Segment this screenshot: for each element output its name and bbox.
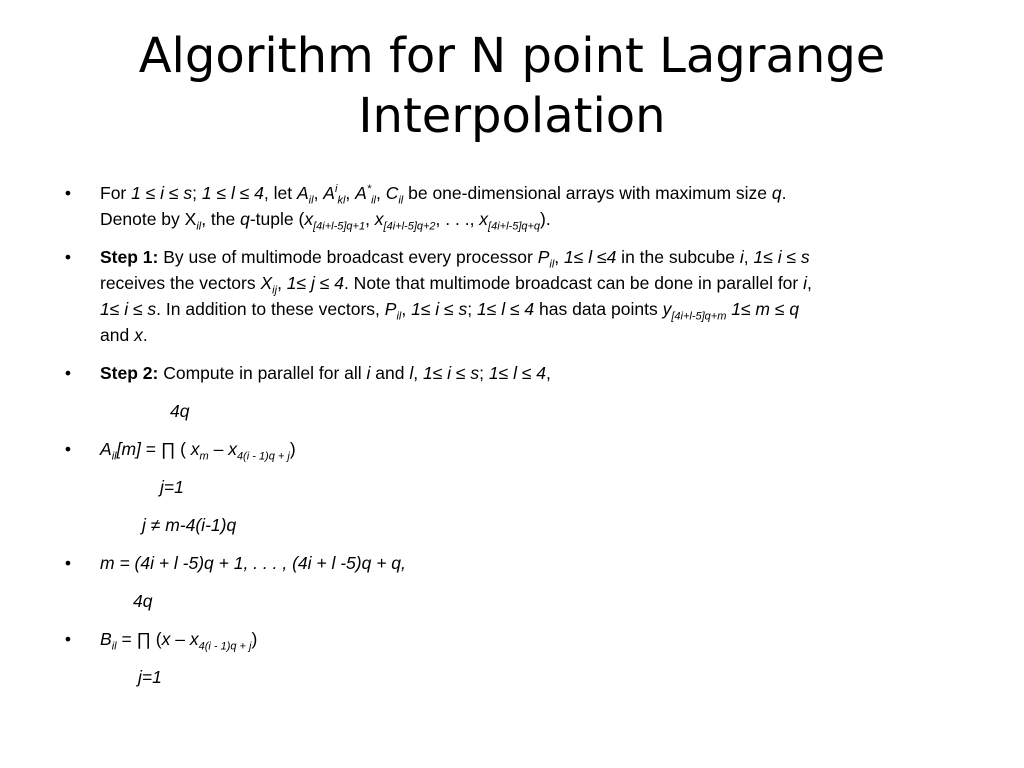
text-run: . — [142, 325, 148, 345]
text-run: and — [100, 325, 135, 345]
title-line-1: Algorithm for N point Lagrange — [138, 28, 886, 84]
slide-body — [60, 180, 960, 702]
bullet-text — [100, 244, 960, 348]
math-subscript: ij — [272, 284, 278, 297]
text-run: ). — [540, 209, 551, 229]
math-subscript: [4i+l-5]q+q — [488, 220, 541, 233]
bullet-marker: • — [64, 553, 72, 573]
product-lower-limit-2 — [60, 664, 960, 690]
text-run: , — [546, 363, 551, 383]
math-limit: j=1 — [138, 667, 162, 687]
math-var: x — [134, 325, 143, 345]
bullet-marker: • — [64, 247, 72, 267]
text-run: in the subcube — [616, 247, 740, 267]
bullet-text — [100, 180, 960, 232]
math-subscript: m — [199, 450, 209, 463]
text-run: , — [807, 273, 812, 293]
product-upper-limit — [60, 398, 960, 424]
text-run: has data points — [534, 299, 663, 319]
math-var: x — [304, 209, 314, 229]
math-subscript: il — [371, 194, 376, 207]
text-run: , the — [201, 209, 241, 229]
text-run: be one-dimensional arrays with maximum size — [403, 183, 772, 203]
math-var: l — [409, 363, 414, 383]
text-run: ; — [467, 299, 477, 319]
math-var: i — [803, 273, 807, 293]
math-var: x — [189, 629, 199, 649]
math-range: 1≤ l ≤ 4 — [488, 363, 547, 383]
text-run: . In addition to these vectors, — [156, 299, 385, 319]
math-range: 1≤ l ≤4 — [564, 247, 617, 267]
math-var: P — [537, 247, 550, 267]
math-subscript: il — [196, 220, 202, 233]
text-run: , — [413, 363, 423, 383]
math-var: P — [384, 299, 397, 319]
math-var: x — [374, 209, 384, 229]
bullet-marker: • — [64, 183, 72, 203]
math-var: x — [190, 439, 200, 459]
bullet-marker: • — [64, 363, 72, 383]
math-range: 1≤ m ≤ q — [726, 299, 800, 319]
text-run: ) — [289, 439, 296, 459]
math-var: i — [366, 363, 371, 383]
math-subscript: il — [549, 258, 555, 271]
math-subscript: il — [111, 450, 117, 463]
math-subscript: kl — [337, 194, 346, 207]
math-var: X — [260, 273, 273, 293]
math-subscript: 4(i - 1)q + j — [198, 640, 252, 653]
text-run: , — [554, 247, 565, 267]
math-range: 1≤ i ≤ s — [100, 299, 157, 319]
math-var: [m] — [116, 439, 141, 459]
math-range: 1≤ i ≤ s — [422, 363, 480, 383]
bullet-text — [100, 550, 960, 576]
math-var: x — [161, 629, 171, 649]
text-run: , let — [263, 183, 297, 203]
text-run: and — [370, 363, 410, 383]
step-label: Step 2: — [100, 363, 159, 383]
text-run: , — [345, 183, 356, 203]
bullet-text — [100, 626, 960, 652]
text-run: = ∏ ( — [140, 439, 191, 459]
math-condition: j ≠ m-4(i-1)q — [142, 515, 237, 535]
math-var: A — [100, 439, 112, 459]
math-limit: j=1 — [160, 477, 184, 497]
step-label: Step 1: — [100, 247, 159, 267]
text-run: , — [375, 183, 386, 203]
text-run: – — [208, 439, 229, 459]
text-run: , — [277, 273, 287, 293]
text-run: , — [365, 209, 375, 229]
text-run: = ∏ ( — [116, 629, 162, 649]
math-subscript: [4i+l-5]q+2 — [383, 220, 436, 233]
bullet-text — [100, 360, 960, 386]
bullet-m-range — [60, 550, 960, 576]
bullet-arrays-definition — [60, 180, 960, 232]
math-range: 1≤ j ≤ 4 — [286, 273, 344, 293]
math-superscript: i — [334, 183, 338, 196]
text-run: By use of multimode broadcast every processor — [158, 247, 538, 267]
math-var: B — [100, 629, 112, 649]
bullet-b-formula — [60, 626, 960, 652]
bullet-marker: • — [64, 629, 72, 649]
text-run: , — [313, 183, 324, 203]
math-subscript: il — [396, 310, 402, 323]
text-run: . — [781, 183, 787, 203]
math-var: A — [296, 183, 309, 203]
math-var: q — [240, 209, 250, 229]
math-var: A — [355, 183, 367, 203]
math-range: 1 ≤ l ≤ 4 — [201, 183, 264, 203]
text-run: – — [170, 629, 190, 649]
math-subscript: [4i+l-5]q+m — [671, 310, 727, 323]
math-range: 1≤ l ≤ 4 — [477, 299, 535, 319]
math-subscript: [4i+l-5]q+1 — [313, 220, 366, 233]
text-run: . Note that multimode broadcast can be done in parallel for — [343, 273, 804, 293]
text-run: ) — [251, 629, 258, 649]
text-run: Compute in parallel for all — [158, 363, 367, 383]
math-subscript: il — [111, 640, 117, 653]
math-subscript: il — [308, 194, 314, 207]
math-var: A — [323, 183, 335, 203]
product-upper-limit-2 — [60, 588, 960, 614]
math-limit: 4q — [170, 401, 190, 421]
math-limit: 4q — [133, 591, 153, 611]
bullet-step-2 — [60, 360, 960, 386]
math-range: 1 ≤ i ≤ s — [131, 183, 193, 203]
text-run: , . . ., — [435, 209, 480, 229]
math-var: x — [228, 439, 237, 459]
math-var: x — [479, 209, 489, 229]
text-run: For — [100, 183, 132, 203]
slide-title — [60, 26, 964, 146]
text-run: receives the vectors — [100, 273, 261, 293]
text-run: , — [401, 299, 412, 319]
math-var: C — [385, 183, 399, 203]
math-subscript: 4(i - 1)q + j — [236, 450, 290, 463]
math-var: q — [771, 183, 782, 203]
text-run: , — [743, 247, 754, 267]
text-run: Denote by X — [100, 209, 197, 229]
product-lower-limit — [60, 474, 960, 500]
product-condition — [60, 512, 960, 538]
math-subscript: il — [398, 194, 404, 207]
text-run: ; — [479, 363, 489, 383]
text-run: ; — [192, 183, 202, 203]
math-range: 1≤ i ≤ s — [753, 247, 810, 267]
bullet-marker: • — [64, 439, 72, 459]
bullet-text — [100, 436, 960, 462]
bullet-step-1 — [60, 244, 960, 348]
math-var: i — [739, 247, 744, 267]
math-var: y — [662, 299, 672, 319]
title-line-2: Interpolation — [358, 88, 666, 144]
text-run: -tuple ( — [249, 209, 305, 229]
math-superscript: * — [366, 183, 372, 196]
math-range: 1≤ i ≤ s — [411, 299, 468, 319]
bullet-a-formula — [60, 436, 960, 462]
math-expression: m = (4i + l -5)q + 1, . . . , (4i + l -5)q + q, — [100, 553, 406, 573]
